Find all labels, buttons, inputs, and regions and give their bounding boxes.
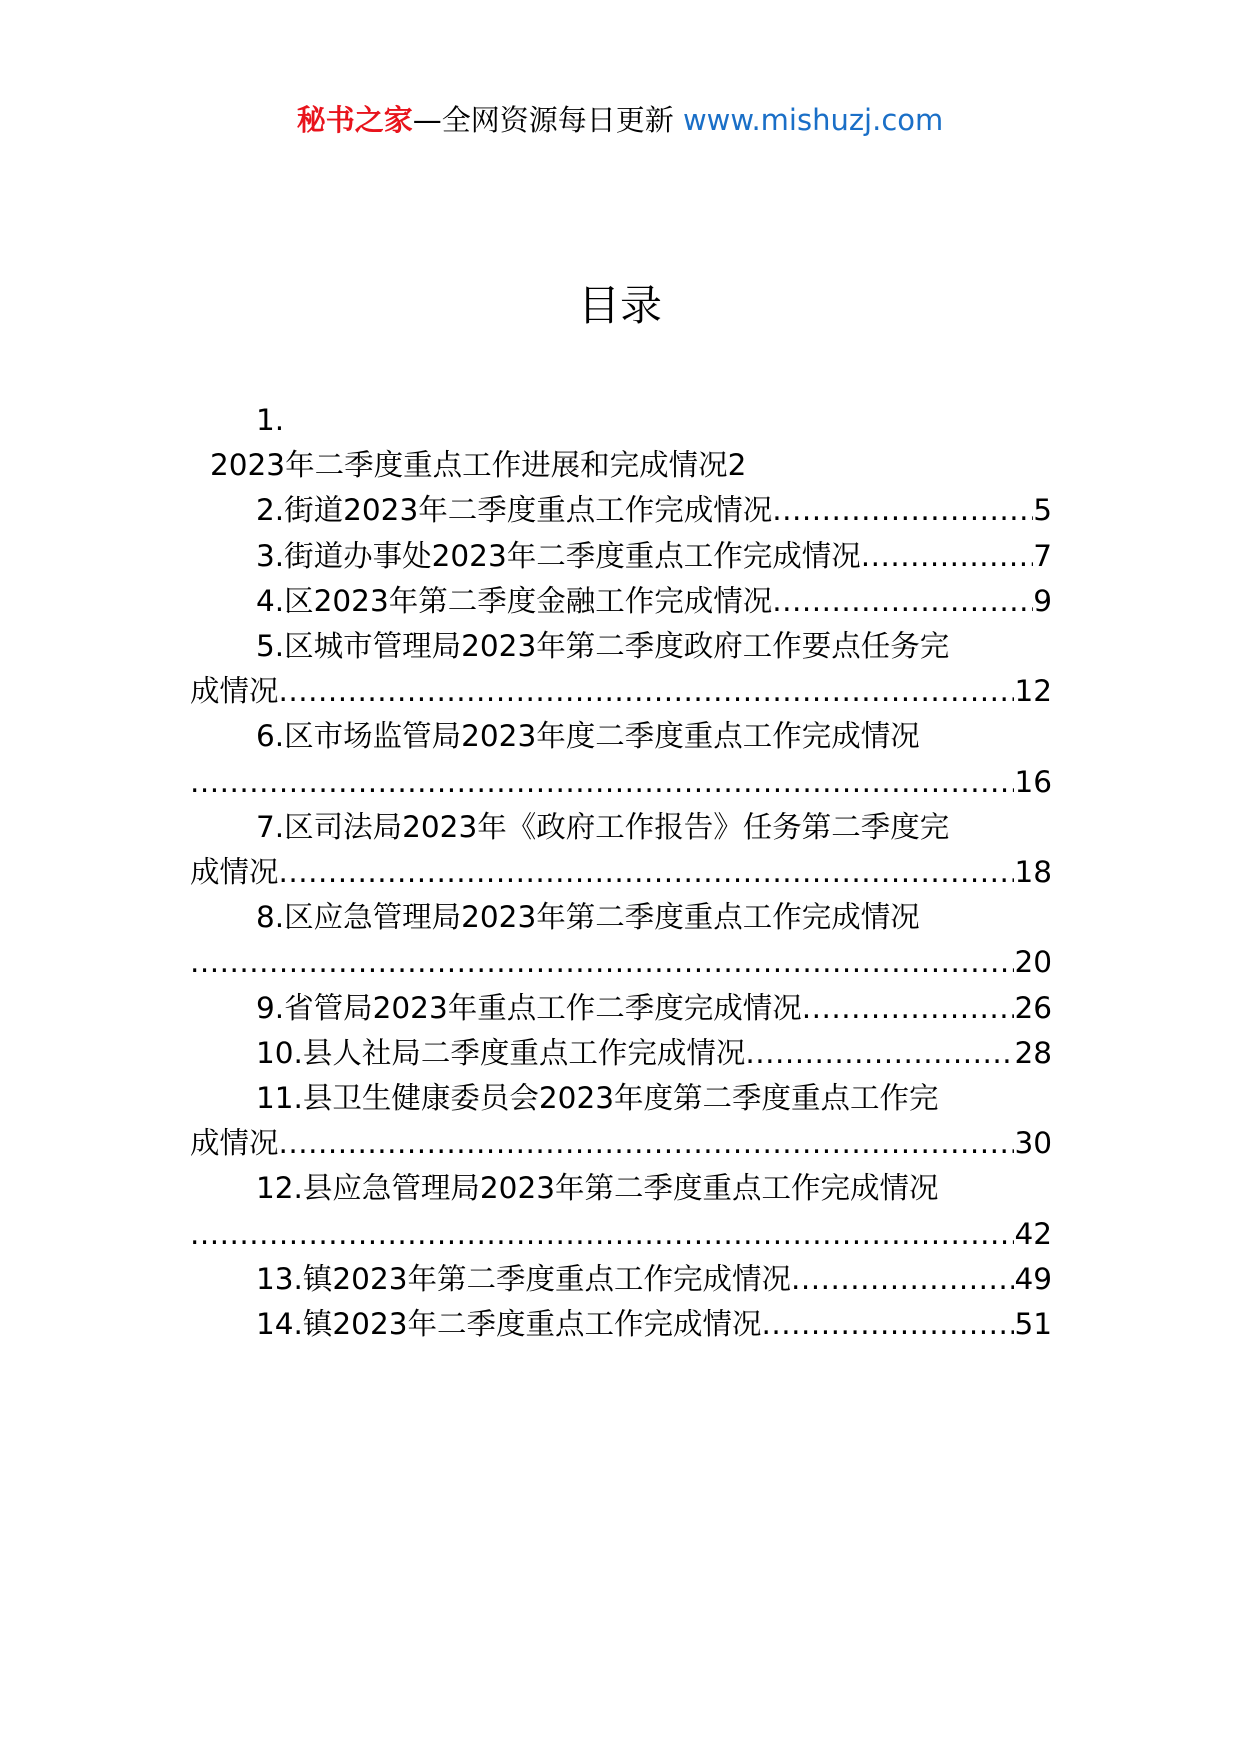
toc-leader-dots: [861, 534, 1033, 579]
toc-leader-dots: [190, 760, 1014, 805]
toc-page-number: 51: [1014, 1307, 1052, 1342]
toc-leader-dots: [190, 1212, 1014, 1257]
site-url-link[interactable]: www.mishuzj.com: [682, 103, 944, 137]
toc-entry-11[interactable]: [190, 1076, 1052, 1121]
toc-entry-title: 1.: [256, 403, 285, 437]
toc-leader-dots: [791, 1257, 1014, 1302]
toc-entry-title: 5.区城市管理局2023年第二季度政府工作要点任务完: [256, 629, 950, 664]
toc-entry-title: 2.街道2023年二季度重点工作完成情况: [256, 493, 773, 528]
toc-leader-dots: [772, 579, 1033, 624]
toc-entry-10[interactable]: [190, 1031, 1052, 1076]
toc-entry-title: 11.县卫生健康委员会2023年度第二季度重点工作完: [256, 1081, 939, 1116]
toc-leader-dots: [279, 1121, 1015, 1166]
toc-entry-12[interactable]: [190, 1166, 1052, 1211]
toc-entry-title: 14.镇2023年二季度重点工作完成情况: [256, 1307, 762, 1342]
toc-page-number: 9: [1033, 583, 1052, 618]
brand-name: 秘书之家: [296, 103, 413, 137]
page-title: 目录: [577, 281, 662, 330]
toc-entry-5-continued[interactable]: [190, 669, 1052, 714]
toc-page-number: 49: [1014, 1261, 1052, 1296]
toc-page-number: 42: [1014, 1216, 1052, 1251]
toc-entry-2[interactable]: [190, 488, 1052, 533]
toc-entry-3[interactable]: [190, 534, 1052, 579]
toc-entry-9[interactable]: [190, 986, 1052, 1031]
toc-leader-dots: [802, 986, 1015, 1031]
toc-entry-title: 2023年二季度重点工作进展和完成情况: [210, 448, 728, 483]
toc-entry-title: 12.县应急管理局2023年第二季度重点工作完成情况: [256, 1171, 939, 1206]
toc-entry-title: 6.区市场监管局2023年度二季度重点工作完成情况: [256, 719, 920, 754]
toc-page-number: 5: [1033, 493, 1052, 528]
toc-leader-dots: [745, 1031, 1014, 1076]
toc-entry-title: 成情况: [190, 1126, 279, 1161]
toc-entry-title: 成情况: [190, 674, 279, 709]
toc-page-number: 18: [1014, 855, 1052, 890]
toc-entry-5[interactable]: [190, 624, 1052, 669]
header-tagline: —全网资源每日更新: [412, 103, 674, 137]
toc-entry-13[interactable]: [190, 1257, 1052, 1302]
toc-entry-8-continued[interactable]: [190, 940, 1052, 985]
toc-entry-7[interactable]: [190, 805, 1052, 850]
toc-entry-title: 13.镇2023年第二季度重点工作完成情况: [256, 1261, 791, 1296]
toc-entry-12-continued[interactable]: [190, 1212, 1052, 1257]
toc-leader-dots: [762, 1302, 1015, 1347]
toc-entry-8[interactable]: [190, 895, 1052, 940]
toc-leader-dots: [772, 488, 1033, 533]
toc-page-number: 7: [1033, 538, 1052, 573]
toc-page-number: 30: [1014, 1126, 1052, 1161]
toc-entry-14[interactable]: [190, 1302, 1052, 1347]
toc-entry-title: 9.省管局2023年重点工作二季度完成情况: [256, 990, 802, 1025]
toc-entry-title: 10.县人社局二季度重点工作完成情况: [256, 1035, 746, 1070]
toc-entry-6[interactable]: [190, 714, 1052, 759]
toc-entry-1[interactable]: [190, 398, 1052, 443]
toc-entry-title: 成情况: [190, 855, 279, 890]
toc-entry-7-continued[interactable]: [190, 850, 1052, 895]
toc-entry-11-continued[interactable]: [190, 1121, 1052, 1166]
toc-page-number: 28: [1014, 1035, 1052, 1070]
toc-leader-dots: [190, 940, 1014, 985]
toc-page-number: 20: [1014, 945, 1052, 980]
toc-leader-dots: [279, 850, 1015, 895]
toc-entry-1-continued[interactable]: [190, 443, 1052, 488]
toc-entry-4[interactable]: [190, 579, 1052, 624]
toc-entry-title: 7.区司法局2023年《政府工作报告》任务第二季度完: [256, 809, 950, 844]
toc-entry-6-continued[interactable]: [190, 760, 1052, 805]
toc-page-number: 12: [1014, 674, 1052, 709]
toc-leader-dots: [279, 669, 1015, 714]
toc-page-number: 26: [1014, 990, 1052, 1025]
toc-entry-title: 8.区应急管理局2023年第二季度重点工作完成情况: [256, 900, 920, 935]
site-header: [0, 100, 1240, 140]
toc-entry-title: 4.区2023年第二季度金融工作完成情况: [256, 583, 773, 618]
toc-page-number: 16: [1014, 764, 1052, 799]
toc-page-number: 2: [727, 448, 747, 483]
toc-entry-title: 3.街道办事处2023年二季度重点工作完成情况: [256, 538, 861, 573]
table-of-contents: [190, 398, 1052, 1347]
